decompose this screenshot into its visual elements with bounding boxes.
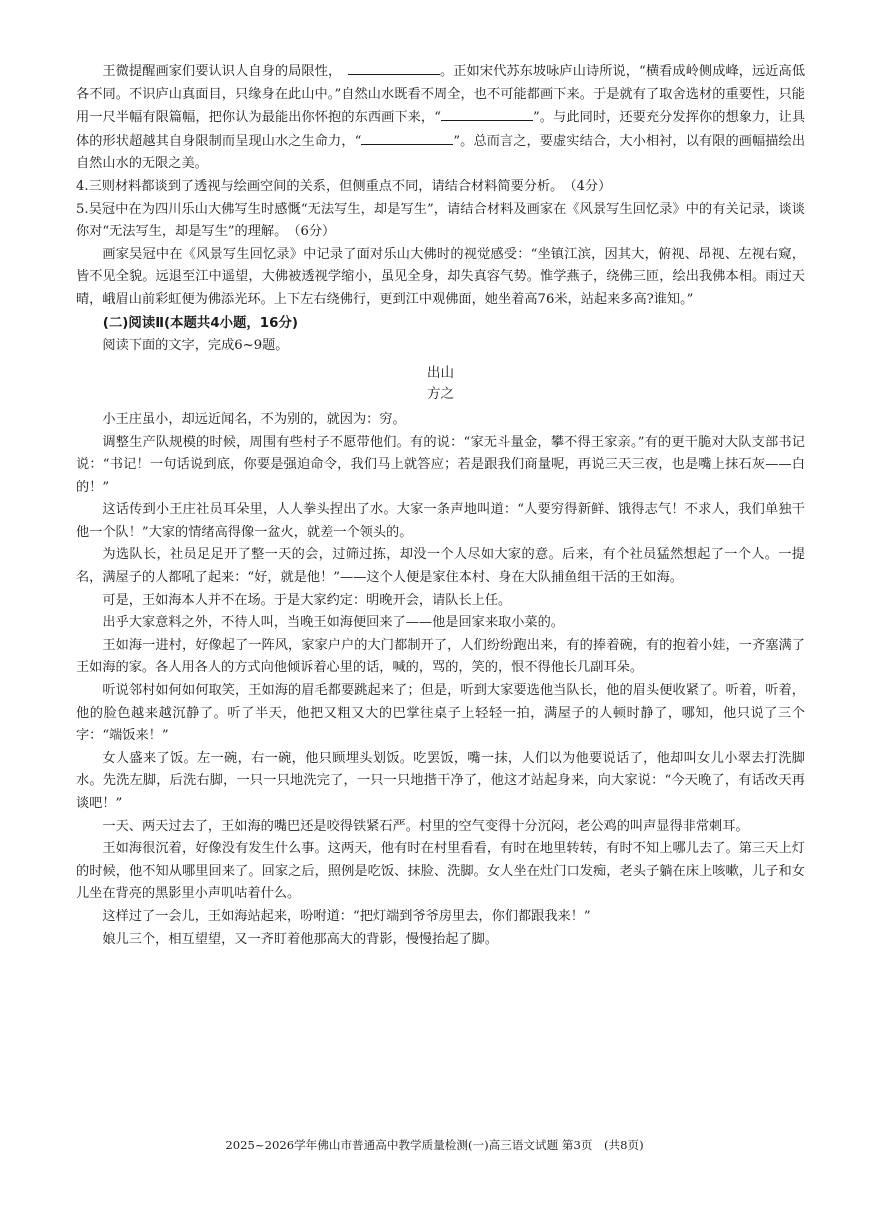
quote-mark: “ (354, 133, 362, 149)
story-paragraph: 为选队长，社员足足开了整一天的会，过筛过拣，却没一个人尽如大家的意。后来，有个社员猛然想起了一个人。一提名，满屋子的人都吼了起来：“好，就是他！”——这个人便是家住本村、身在大队捕鱼组干活的王如海。 (76, 547, 805, 586)
story-paragraph: 听说邻村如何如何取笑，王如海的眉毛都要跳起来了；但是，听到大家要选他当队长，他的眉头便收紧了。听着，听着，他的脸色越来越沉静了。听了半天，他把又粗又大的巴掌往桌子上轻轻一拍，满屋子的人顿时静了，哪知，他只说了三个字：“端饭来！” (76, 683, 805, 744)
section-header: (二)阅读Ⅱ(本题共4小题，16分) (102, 315, 298, 331)
passage-text: 王微提醒画家们要认识人自身的局限性， (102, 64, 335, 79)
question-5: 5.吴冠中在为四川乐山大佛写生时感慨“无法写生，却是写生”，请结合材料及画家在《风景写生回忆录》中的有关记录，谈谈你对“无法写生，却是写生”的理解。 （6分） (76, 201, 805, 240)
story-title: 出山 (426, 364, 455, 381)
story-paragraph: 王如海很沉着，好像没有发生什么事。这两天，他有时在村里看看，有时在地里转转，有时不知上哪儿去了。第三天上灯的时候，他不知从哪里回来了。回家之后，照例是吃饭、抹脸、洗脚。女人坐在灶门口发痴，老头子躺在床上咳嗽，儿子和女儿坐在背亮的黑影里小声叽咕着什么。 (76, 841, 805, 902)
answer-blank[interactable] (361, 130, 453, 145)
passage-text: 。总而言之，要虚实结合，大小相衬，以有限的画幅描绘出自然山水的无限之美。 (76, 133, 806, 172)
question-4: 4.三则材料都谈到了透视与绘画空间的关系，但侧重点不同，请结合材料简要分析。 （4分） (76, 178, 612, 194)
quote-mark: ” (532, 110, 540, 126)
quote-mark: ” (453, 133, 461, 149)
story-author: 方之 (427, 387, 454, 403)
passage-text: 。与此同时，还要充分发挥你的想象力，让具体的形状超越其自身限制而呈现山水之生命力， (76, 110, 806, 149)
material-record: 画家吴冠中在《风景写生回忆录》中记录了面对乐山大佛时的视觉感受：“坐镇江滨，因其大，俯视、昂视、左视右窥，皆不见全貌。远退至江中遥望，大佛被透视学缩小，虽见全身，却失真容气势。惟学燕子，绕佛三匝，绘出我佛本相。雨过天晴，峨眉山前彩虹便为佛添光环。上下左右绕佛行，更到江中观佛面，她坐着高76米，站起来多高?谁知。” (76, 246, 805, 307)
story-paragraph: 王如海一进村，好像起了一阵风，家家户户的大门都制开了，人们纷纷跑出来，有的捧着碗，有的抱着小娃，一齐塞满了王如海的家。各人用各人的方式向他倾诉着心里的话，喊的，骂的，笑的，恨不得他长几副耳朵。 (76, 637, 805, 676)
page-footer: 2025~2026学年佛山市普通高中教学质量检测(一)高三语文试题 第3页 (共8页) (225, 1138, 644, 1152)
passage-text: 。正如宋代苏东坡咏庐山诗所说，“横看成岭侧成峰，远近高低各不同。不识庐山真面目，只缘身在此山中。”自然山水既看不周全，也不可能都画下来。于是就有了取舍选材的重要性，只能用一尺半幅有限篇幅，把你认为最能出你怀抱的东西画下来， (76, 64, 806, 126)
story-paragraph: 娘儿三个，相互望望，又一齐盯着他那高大的背影，慢慢抬起了脚。 (102, 931, 499, 947)
story-paragraph: 这样过了一会儿，王如海站起来，吩咐道：“把灯端到爷爷房里去，你们都跟我来！” (102, 908, 591, 924)
quote-mark: “ (434, 110, 441, 126)
story-paragraph: 可是，王如海本人并不在场。于是大家约定：明晚开会，请队长上任。 (102, 592, 512, 608)
answer-blank[interactable] (348, 60, 440, 75)
story-paragraph: 出乎大家意料之外，不待人叫，当晚王如海便回来了——他是回家来取小菜的。 (102, 615, 564, 631)
instruction-text: 阅读下面的文字，完成6~9题。 (102, 338, 289, 354)
story-paragraph: 女人盛来了饭。左一碗，右一碗，他只顾埋头划饭。吃罢饭，嘴一抹，人们以为他要说话了，他却叫女儿小翠去打洗脚水。先洗左脚，后洗右脚，一只一只地洗完了，一只一只地揩干净了，他这才站起身来，向大家说：“今天晚了，有话改天再谈吧！” (76, 750, 805, 811)
story-paragraph: 这话传到小王庄社员耳朵里，人人拳头捏出了水。大家一条声地叫道：“人要穷得新鲜、饿得志气！不求人，我们单独干他一个队！”大家的情绪高得像一盆火，就差一个领头的。 (76, 502, 805, 540)
story-paragraph: 小王庄虽小，却远近闻名，不为别的，就因为：穷。 (102, 411, 406, 427)
story-paragraph: 调整生产队规模的时候，周围有些村子不愿带他们。有的说：“家无斗量金，攀不得王家亲。”有的更干脆对大队支部书记说：“书记！一句话说到底，你要是强迫命令，我们马上就答应；若是跟我们商量呢，再说三天三夜，也是嘴上抹石灰——白的！” (76, 434, 805, 495)
passage-paragraph (76, 60, 805, 176)
story-paragraph: 一天、两天过去了，王如海的嘴巴还是咬得铁紧石严。村里的空气变得十分沉闷，老公鸡的叫声显得非常刺耳。 (102, 818, 749, 834)
answer-blank[interactable] (441, 106, 533, 121)
